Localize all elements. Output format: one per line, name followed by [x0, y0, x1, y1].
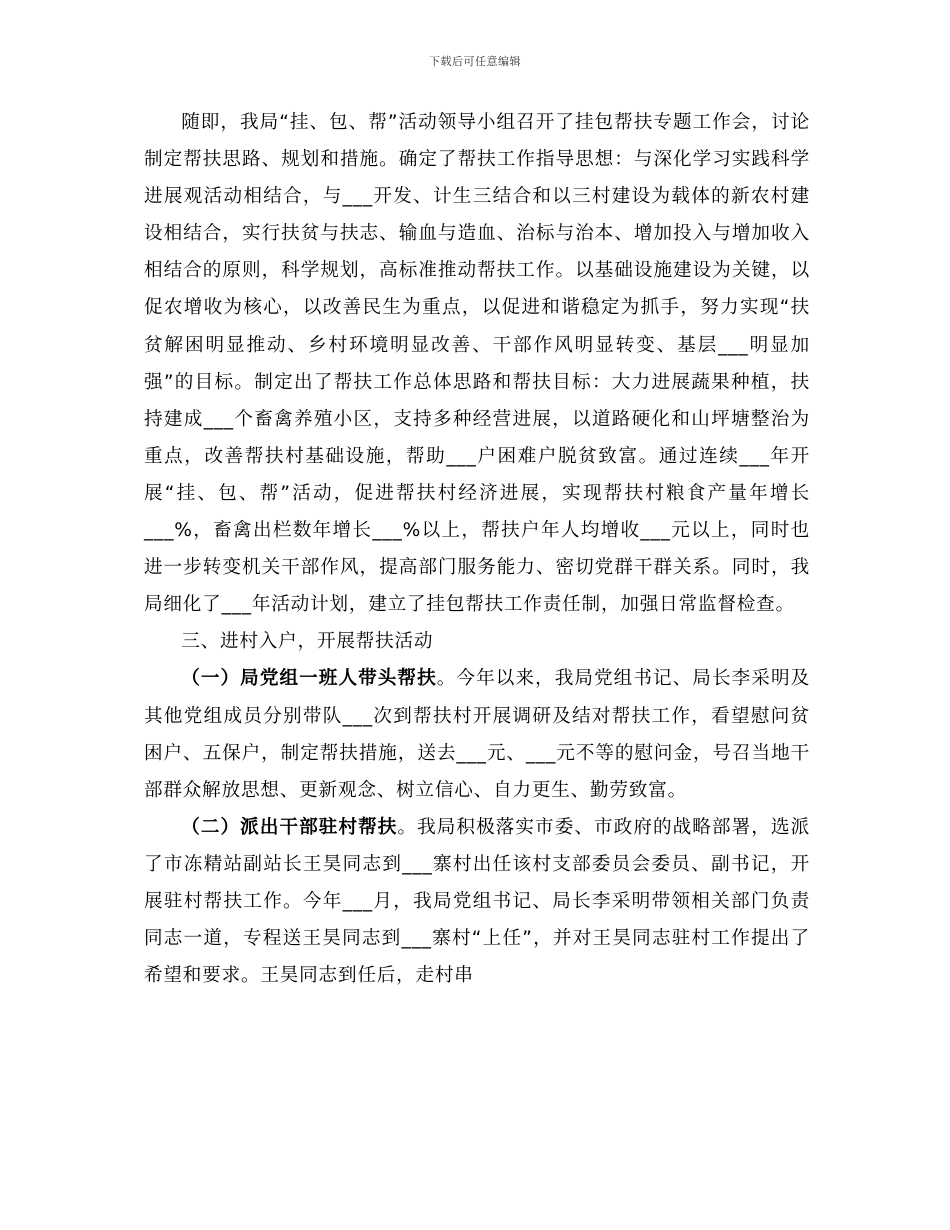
paragraph-party-group [144, 660, 810, 808]
paragraph-party-group-text: 。今年以来，我局党组书记、局长李采明及其他党组成员分别带队___次到帮扶村开展调研及结对帮扶工作，看望慰问贫困户、五保户，制定帮扶措施，送去___元、___元不等的慰问金，号召当地干部群众解放思想、更新观念、树立信心、自力更生、勤劳致富。 [144, 668, 810, 801]
subheading-party-group: （一）局党组一班人带头帮扶 [181, 668, 437, 690]
section-heading: 三、进村入户，开展帮扶活动 [181, 631, 434, 653]
document-body [144, 104, 810, 994]
paragraph-village-cadre [144, 809, 810, 994]
paragraph-guiding-thought: 随即，我局“挂、包、帮”活动领导小组召开了挂包帮扶专题工作会，讨论制定帮扶思路、规划和措施。确定了帮扶工作指导思想：与深化学习实践科学进展观活动相结合，与___开发、计生三结合和以三村建设为载体的新农村建设相结合，实行扶贫与扶志、输血与造血、治标与治本、增加投入与增加收入相结合的原则，科学规划，高标准推动帮扶工作。以基础设施建设为关键，以促农增收为核心，以改善民生为重点，以促进和谐稳定为抓手，努力实现“扶贫解困明显推动、乡村环境明显改善、干部作风明显转变、基层___明显加强”的目标。制定出了帮扶工作总体思路和帮扶目标：大力进展蔬果种植，扶持建成___个畜禽养殖小区，支持多种经营进展，以道路硬化和山坪塘整治为重点，改善帮扶村基础设施，帮助___户困难户脱贫致富。通过连续___年开展“挂、包、帮”活动，促进帮扶村经济进展，实现帮扶村粮食产量年增长___%，畜禽出栏数年增长___%以上，帮扶户年人均增收___元以上，同时也进一步转变机关干部作风，提高部门服务能力、密切党群干群关系。同时，我局细化了___年活动计划，建立了挂包帮扶工作责任制，加强日常监督检查。 [144, 112, 810, 616]
page-header-note: 下载后可任意编辑 [429, 55, 521, 68]
paragraph-village-cadre-text: 。我局积极落实市委、市政府的战略部署，选派了市冻精站副站长王昊同志到___寨村出任该村支部委员会委员、副书记，开展驻村帮扶工作。今年___月，我局党组书记、局长李采明带领相关部门负责同志一道，专程送王昊同志到___寨村“上任”，并对王昊同志驻村工作提出了希望和要求。王昊同志到任后，走村串 [144, 816, 810, 987]
subheading-village-cadre: （二）派出干部驻村帮扶 [181, 816, 398, 838]
